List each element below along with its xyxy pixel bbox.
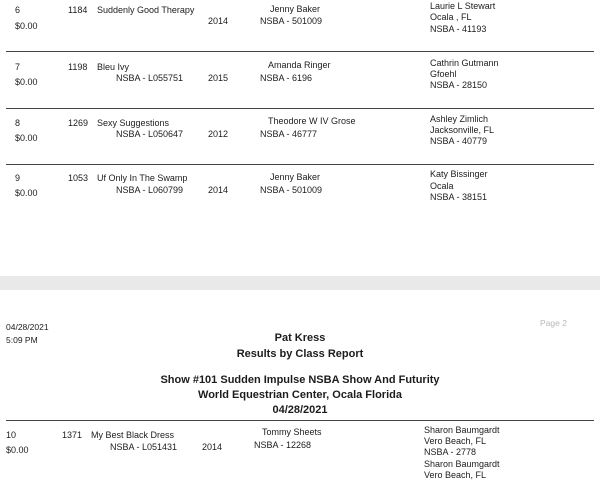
entry-amount: $0.00 (15, 188, 38, 198)
header-divider (6, 420, 594, 421)
show-venue: World Equestrian Center, Ocala Florida (198, 389, 402, 401)
entry-owner-line: Laurie L Stewart (430, 1, 496, 11)
entry-owner-line: NSBA - 38151 (430, 192, 488, 202)
row-divider (6, 164, 594, 165)
entry-number: 1371 (62, 430, 83, 440)
entry-number: 1184 (68, 5, 88, 15)
row-divider (6, 108, 594, 109)
entry-rider-reg: NSBA - 12268 (254, 440, 312, 450)
report-owner-title: Pat Kress (274, 332, 326, 344)
entry-owner-line: Ocala (430, 181, 454, 191)
entry-owner-line: Ashley Zimlich (430, 114, 489, 124)
report-date: 04/28/2021 (6, 322, 49, 332)
entry-owner-line: Ocala , FL (430, 12, 472, 22)
entry-number: 1198 (68, 62, 88, 72)
entry-number: 1269 (68, 118, 89, 128)
entry-year: 2014 (202, 442, 223, 452)
entry-horse: Bleu Ivy (97, 62, 130, 72)
entry-owner-line: Sharon Baumgardt (424, 425, 500, 435)
entry-owner-line: Katy Bissinger (430, 169, 488, 179)
entry-owner-line: NSBA - 41193 (430, 24, 487, 34)
entry-owner-line: NSBA - 28150 (430, 80, 488, 90)
entry-place: 8 (15, 118, 21, 128)
entry-rider: Amanda Ringer (268, 60, 331, 70)
show-name: Show #101 Sudden Impulse NSBA Show And Futurity (160, 374, 440, 386)
entry-owner-line: Cathrin Gutmann (430, 58, 499, 68)
entry-owner-line: NSBA - 40779 (430, 136, 488, 146)
entry-owner-line: Gfoehl (430, 69, 457, 79)
entry-horse: My Best Black Dress (91, 430, 175, 440)
entry-year: 2014 (208, 16, 229, 26)
entry-place: 10 (6, 430, 17, 440)
entry-year: 2014 (208, 185, 229, 195)
entry-place: 9 (15, 173, 21, 183)
entry-number: 1053 (68, 173, 89, 183)
report-time: 5:09 PM (6, 335, 38, 345)
entry-owner-line: Jacksonville, FL (430, 125, 495, 135)
entry-year: 2012 (208, 129, 229, 139)
entry-rider: Jenny Baker (270, 4, 321, 14)
entry-rider-reg: NSBA - 501009 (260, 16, 323, 26)
entry-horse-reg: NSBA - L050647 (116, 129, 184, 139)
entry-amount: $0.00 (15, 133, 38, 143)
report-page-2 (0, 290, 600, 483)
entry-horse: Sexy Suggestions (97, 118, 170, 128)
entry-amount: $0.00 (15, 77, 38, 87)
entry-amount: $0.00 (15, 21, 38, 31)
entry-owner-line: Sharon Baumgardt (424, 459, 500, 469)
entry-horse: Suddenly Good Therapy (97, 5, 195, 15)
entry-owner-line: Vero Beach, FL (424, 470, 487, 480)
entry-rider-reg: NSBA - 46777 (260, 129, 318, 139)
entry-place: 7 (15, 62, 21, 72)
entry-owner-line: NSBA - 2778 (424, 447, 477, 457)
entry-horse-reg: NSBA - L055751 (116, 73, 184, 83)
page-number: Page 2 (540, 318, 567, 328)
entry-rider: Theodore W IV Grose (268, 116, 356, 126)
entry-rider-reg: NSBA - 6196 (260, 73, 313, 83)
entry-year: 2015 (208, 73, 229, 83)
entry-place: 6 (15, 5, 21, 15)
entry-rider: Jenny Baker (270, 172, 321, 182)
entry-rider-reg: NSBA - 501009 (260, 185, 323, 195)
show-date: 04/28/2021 (272, 404, 328, 416)
entry-rider: Tommy Sheets (262, 427, 322, 437)
row-divider (6, 51, 594, 52)
entry-horse-reg: NSBA - L060799 (116, 185, 184, 195)
entry-horse-reg: NSBA - L051431 (110, 442, 178, 452)
report-subtitle: Results by Class Report (236, 348, 364, 360)
entry-amount: $0.00 (6, 445, 29, 455)
entry-horse: Uf Only In The Swamp (97, 173, 188, 183)
entry-owner-line: Vero Beach, FL (424, 436, 487, 446)
